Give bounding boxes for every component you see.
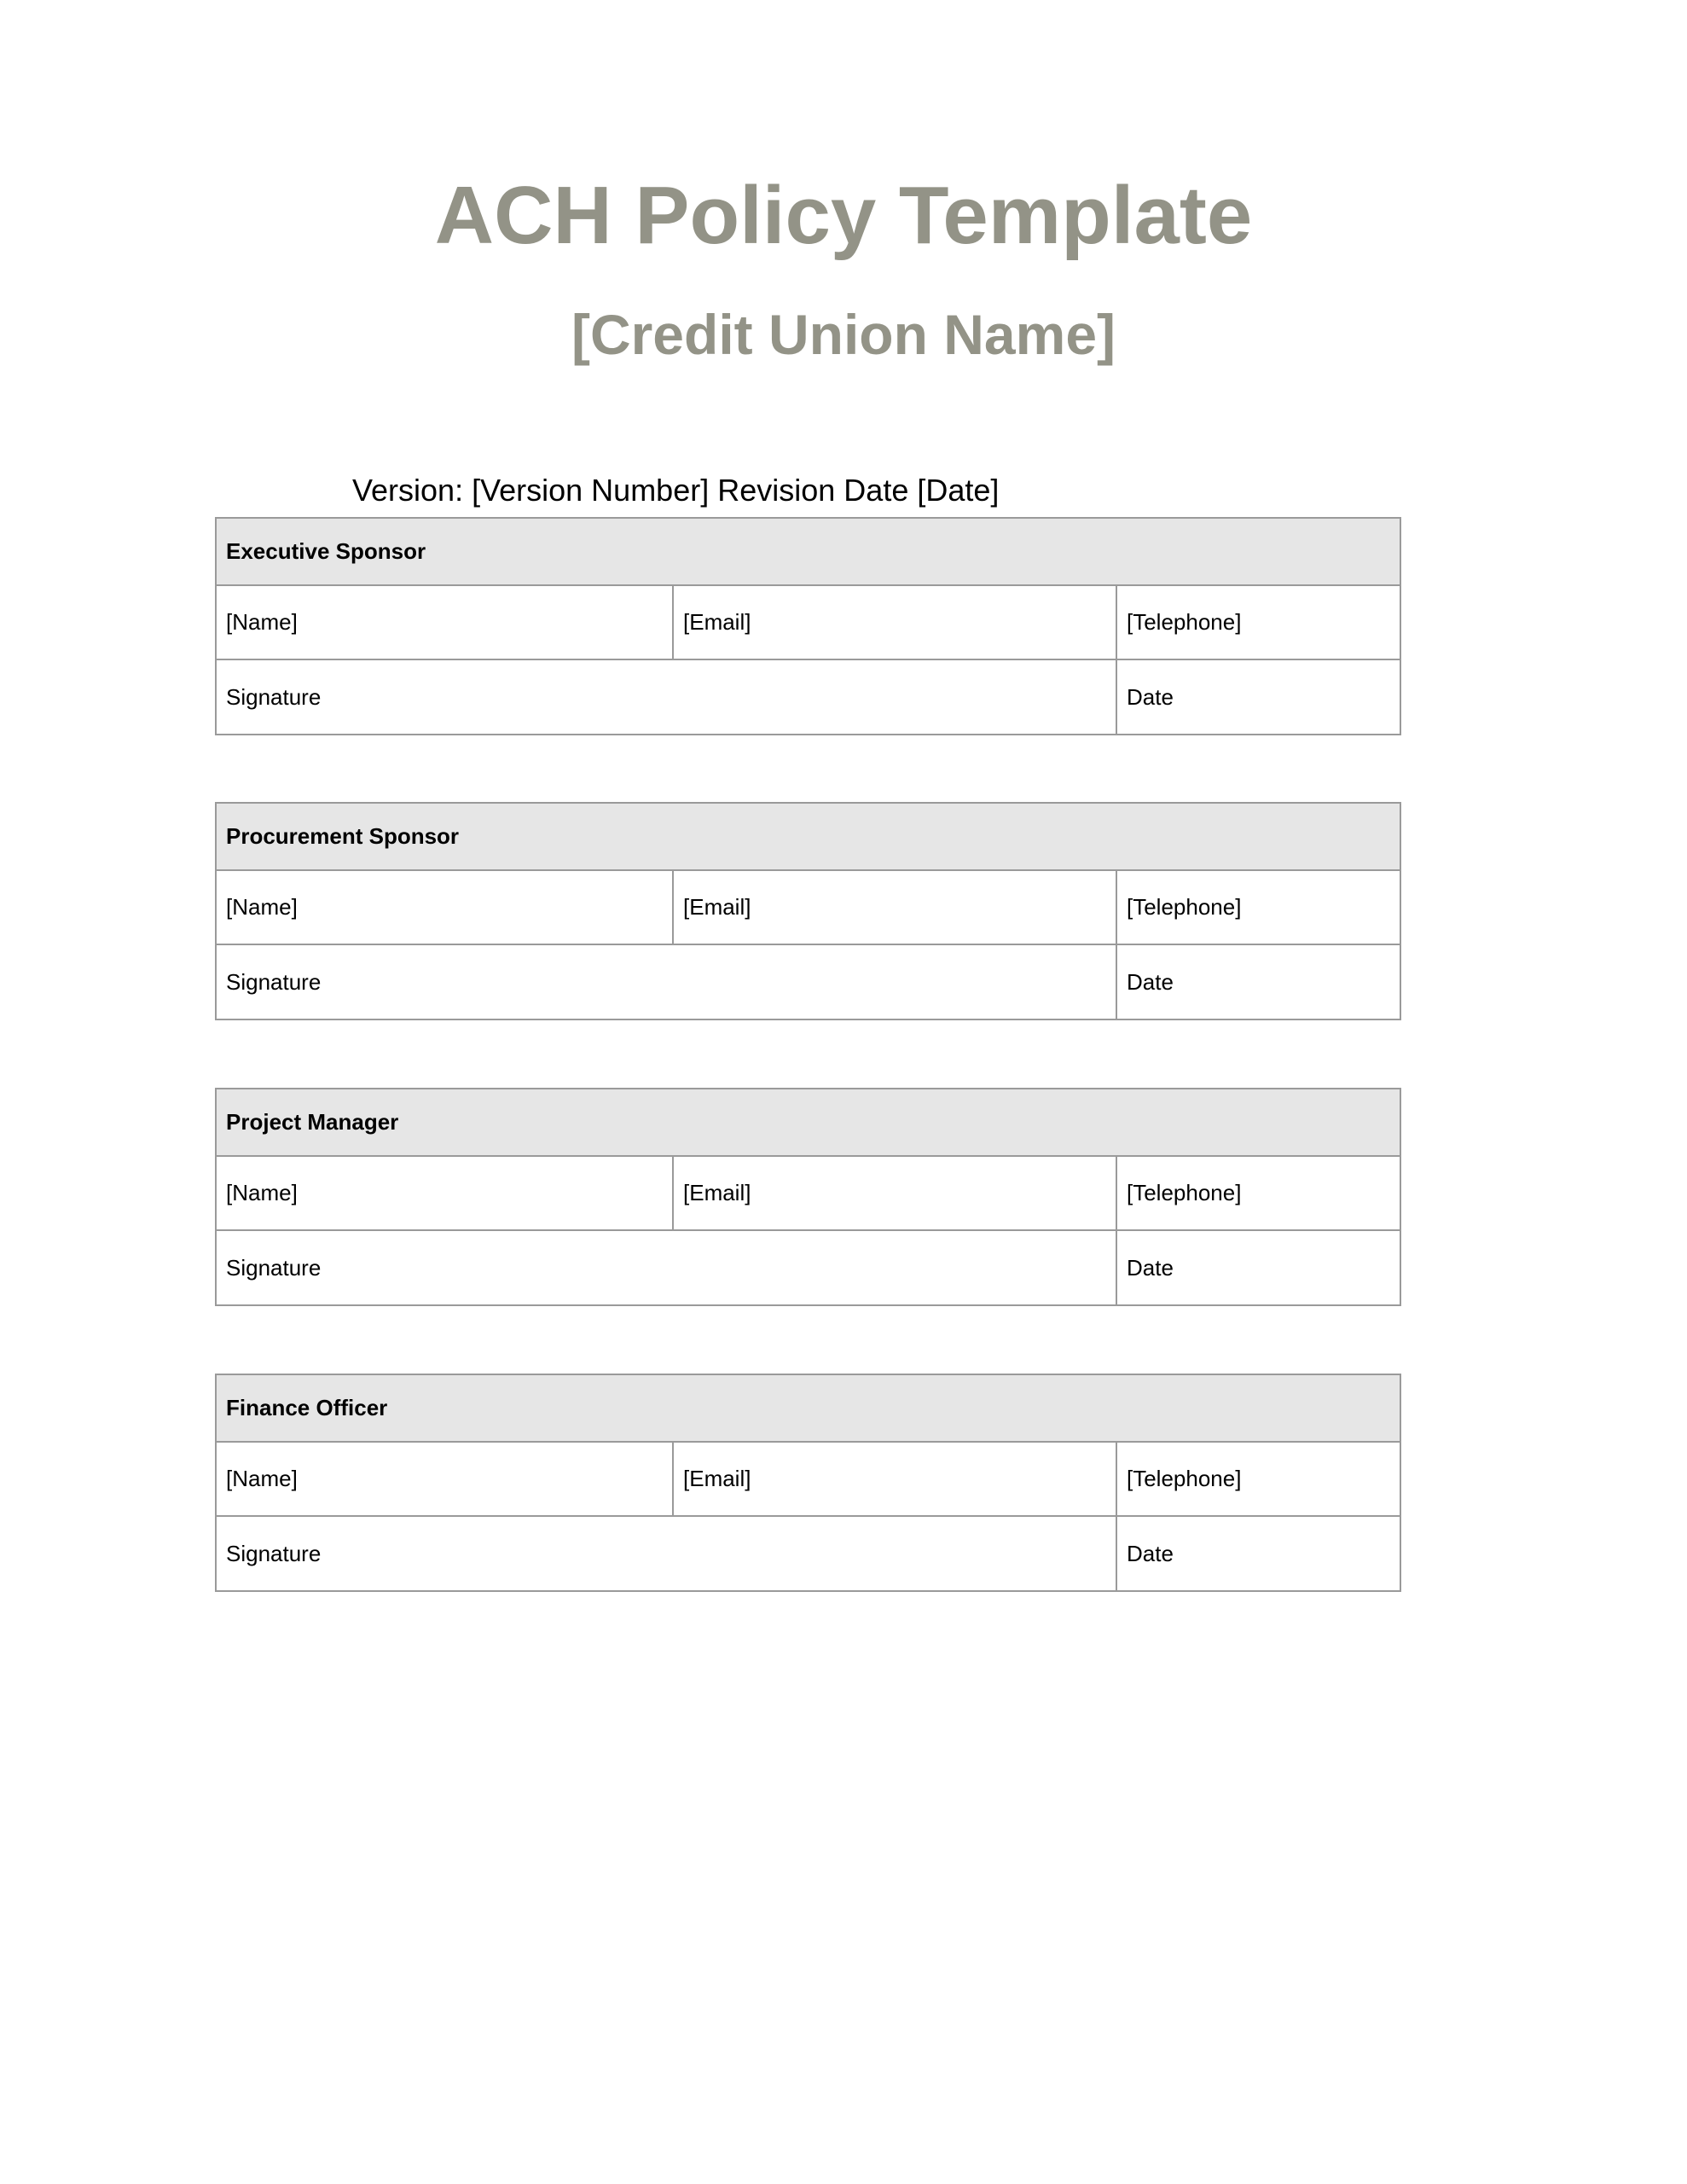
email-field[interactable]: [Email] <box>673 1156 1116 1230</box>
contact-row <box>216 585 1400 659</box>
signature-field[interactable]: Signature <box>216 944 1116 1019</box>
table-header-row <box>216 1089 1400 1156</box>
table-header-row <box>216 1374 1400 1442</box>
email-field[interactable]: [Email] <box>673 1442 1116 1516</box>
signature-field[interactable]: Signature <box>216 1230 1116 1305</box>
date-field[interactable]: Date <box>1116 659 1400 735</box>
signature-field[interactable]: Signature <box>216 659 1116 735</box>
document-title: ACH Policy Template <box>434 170 1253 261</box>
section-heading: Finance Officer <box>216 1374 1400 1442</box>
credit-union-name: [Credit Union Name] <box>571 303 1116 366</box>
email-field[interactable]: [Email] <box>673 585 1116 659</box>
date-field[interactable]: Date <box>1116 1516 1400 1591</box>
section-heading: Executive Sponsor <box>216 518 1400 585</box>
email-field[interactable]: [Email] <box>673 870 1116 944</box>
name-field[interactable]: [Name] <box>216 1156 673 1230</box>
version-label: Version: <box>352 473 464 508</box>
contact-row <box>216 1442 1400 1516</box>
name-field[interactable]: [Name] <box>216 870 673 944</box>
telephone-field[interactable]: [Telephone] <box>1116 1156 1400 1230</box>
telephone-field[interactable]: [Telephone] <box>1116 585 1400 659</box>
version-line <box>352 472 999 509</box>
project-manager-table <box>215 1088 1401 1306</box>
signature-row <box>216 659 1400 735</box>
version-value: [Version Number] <box>472 473 710 508</box>
signature-row <box>216 944 1400 1019</box>
revision-date-label: Revision Date <box>717 473 909 508</box>
date-field[interactable]: Date <box>1116 1230 1400 1305</box>
section-heading: Procurement Sponsor <box>216 803 1400 870</box>
date-field[interactable]: Date <box>1116 944 1400 1019</box>
section-heading: Project Manager <box>216 1089 1400 1156</box>
signature-row <box>216 1230 1400 1305</box>
table-header-row <box>216 803 1400 870</box>
signature-field[interactable]: Signature <box>216 1516 1116 1591</box>
revision-date-value: [Date] <box>917 473 1000 508</box>
telephone-field[interactable]: [Telephone] <box>1116 1442 1400 1516</box>
contact-row <box>216 1156 1400 1230</box>
table-header-row <box>216 518 1400 585</box>
contact-row <box>216 870 1400 944</box>
name-field[interactable]: [Name] <box>216 1442 673 1516</box>
telephone-field[interactable]: [Telephone] <box>1116 870 1400 944</box>
name-field[interactable]: [Name] <box>216 585 673 659</box>
executive-sponsor-table <box>215 517 1401 735</box>
finance-officer-table <box>215 1374 1401 1592</box>
procurement-sponsor-table <box>215 802 1401 1020</box>
signature-row <box>216 1516 1400 1591</box>
